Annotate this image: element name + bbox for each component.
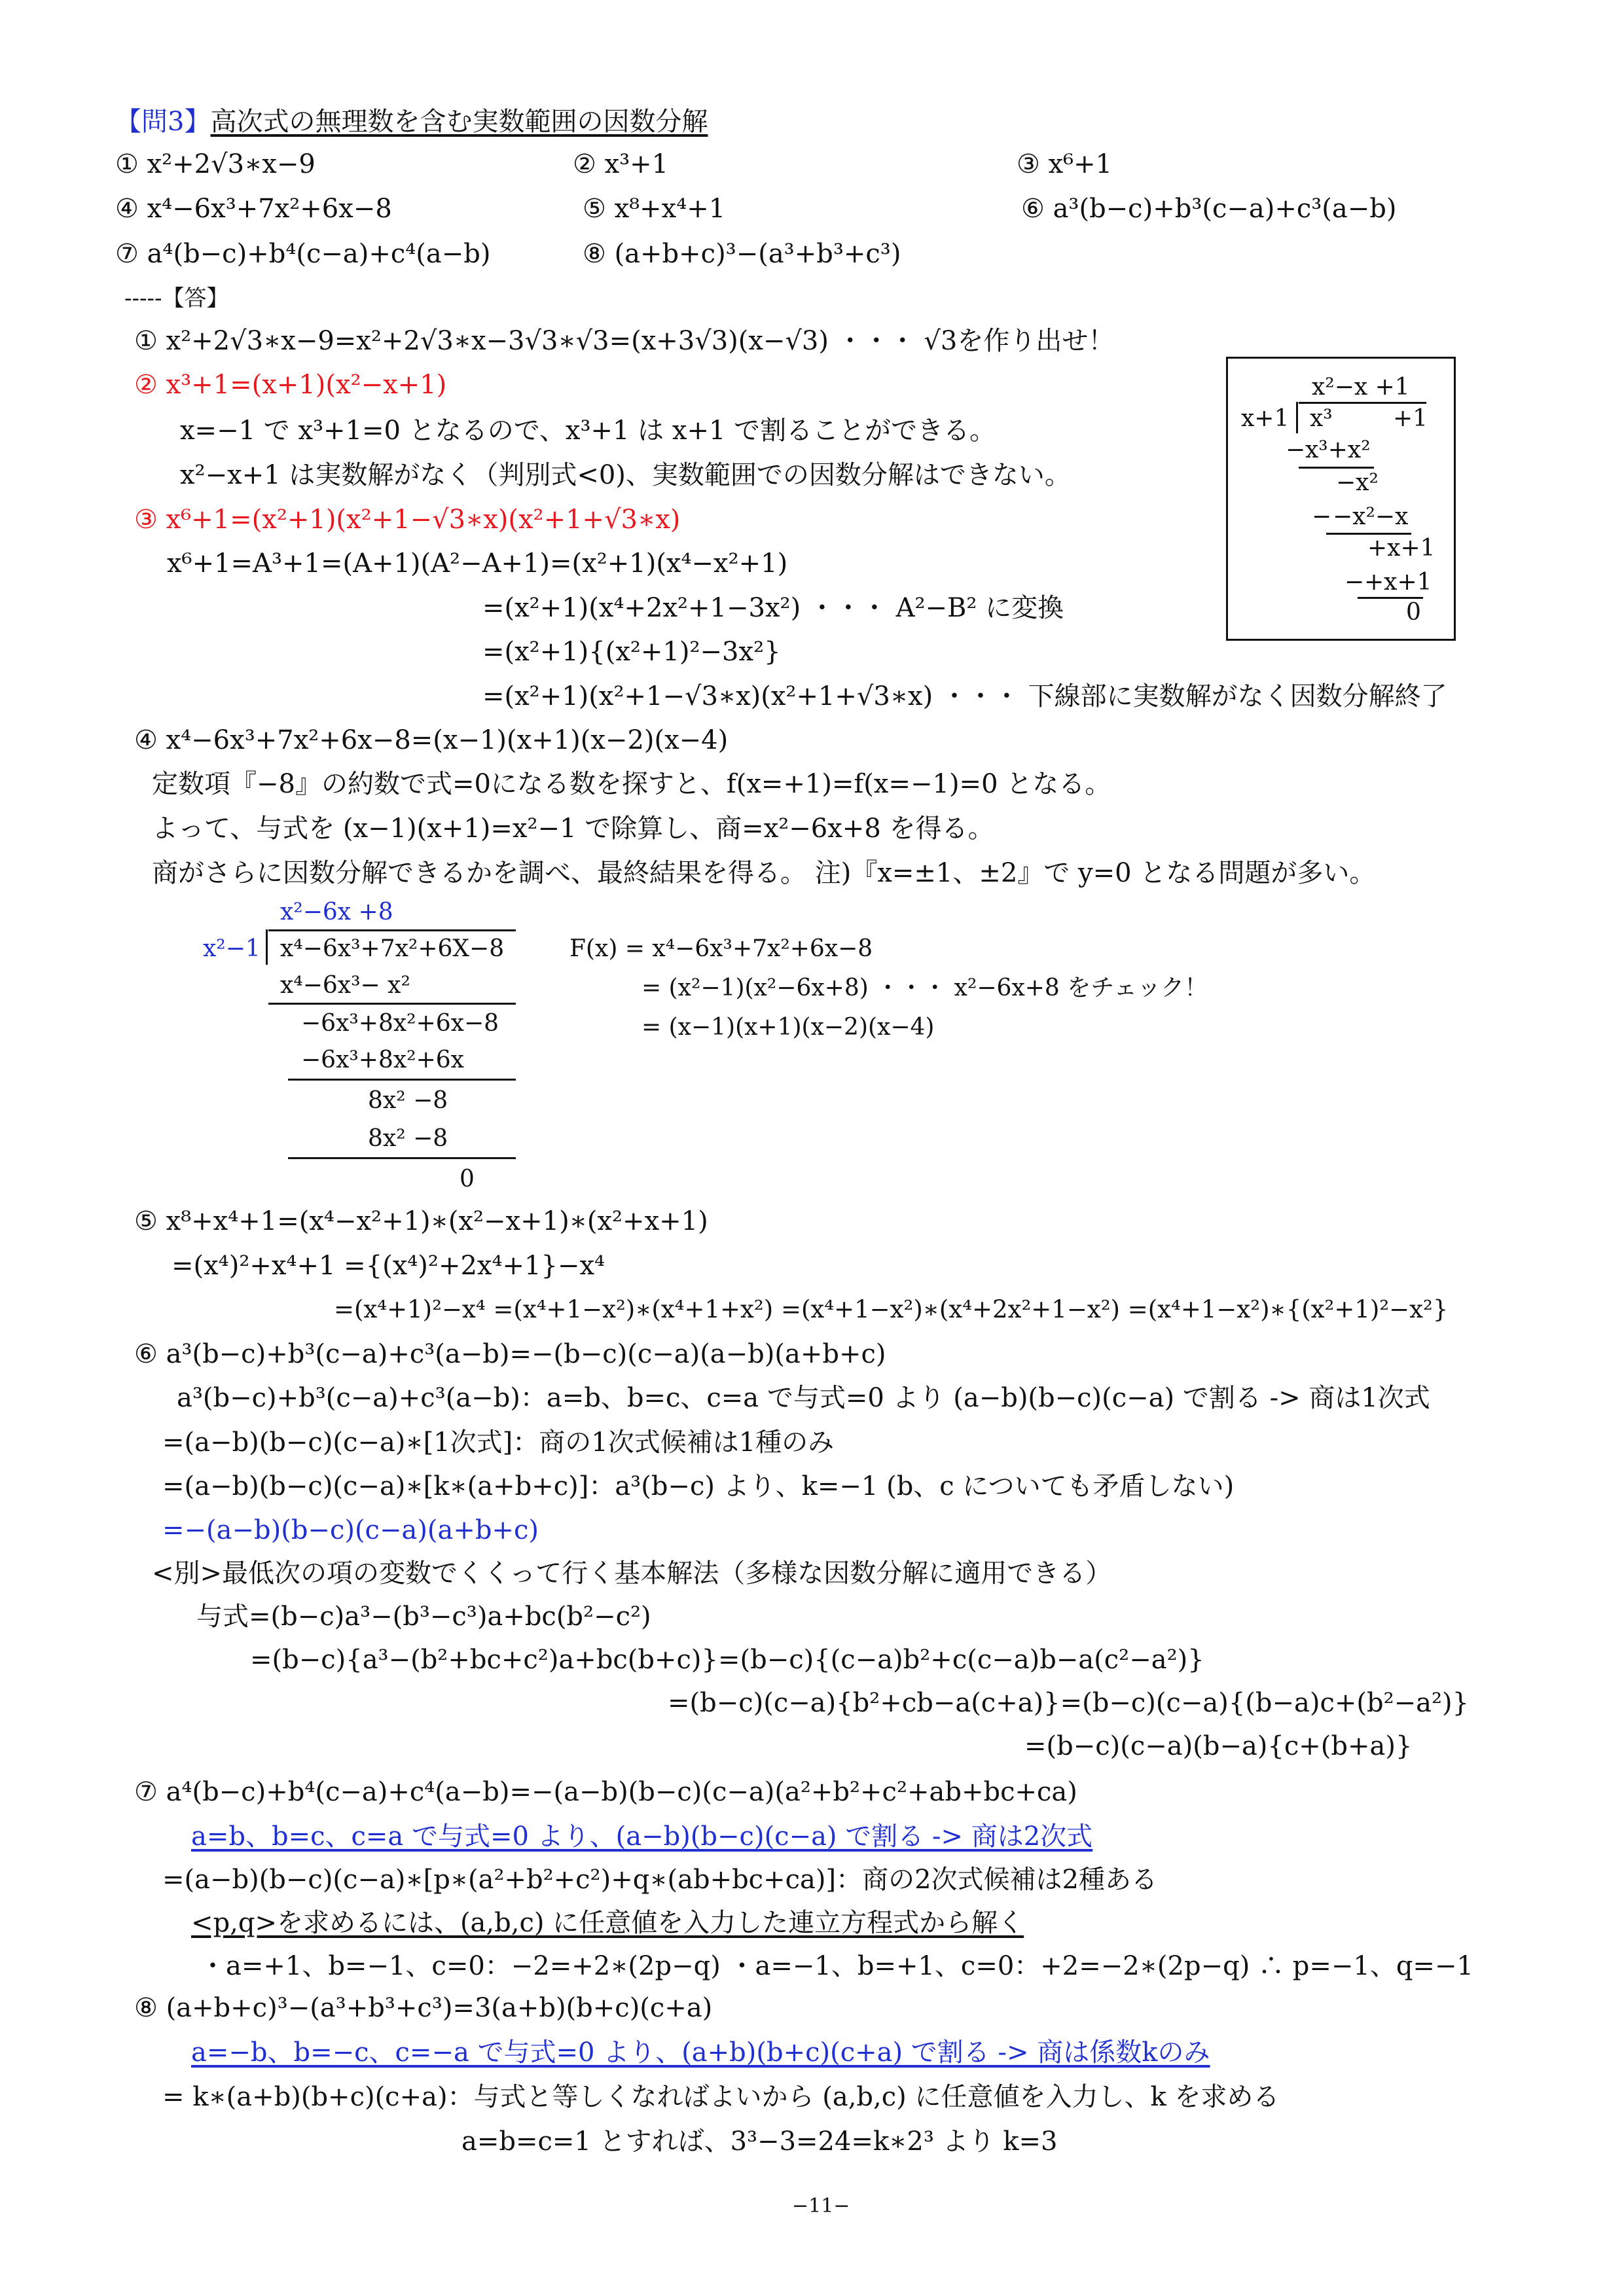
answer-7-line1: a=b、b=c、c=a で与式=0 より、(a−b)(b−c)(c−a) で割る -> 商は2次式 xyxy=(191,1821,1093,1852)
answer-2-result: ② x³+1=(x+1)(x²−x+1) xyxy=(134,370,447,400)
answer-4-line2: よって、与式を (x−1)(x+1)=x²−1 で除算し、商=x²−6x+8 を得る。 xyxy=(152,814,994,844)
answer-8-line1: a=−b、b=−c、c=−a で与式=0 より、(a+b)(b+c)(c+a) で割る -> 商は係数kのみ xyxy=(191,2037,1210,2068)
div2-line-3 xyxy=(288,1157,516,1159)
answer-7-line3: <p,q>を求めるには、(a,b,c) に任意値を入力した連立方程式から解く xyxy=(191,1908,1024,1938)
div2-line-2 xyxy=(288,1079,516,1081)
div1-dividend-const: +1 xyxy=(1393,405,1428,432)
div2-bar xyxy=(268,929,516,931)
answer-7-result: ⑦ a⁴(b−c)+b⁴(c−a)+c⁴(a−b)=−(a−b)(b−c)(c−a)(a²+b²+c²+ab+bc+ca) xyxy=(134,1777,1077,1807)
answer-6-result: ⑥ a³(b−c)+b³(c−a)+c³(a−b)=−(b−c)(c−a)(a−b)(a+b+c) xyxy=(134,1339,886,1369)
answer-1: ① x²+2√3∗x−9=x²+2√3∗x−3√3∗√3=(x+3√3)(x−√3) ・・・ √3を作り出せ！ xyxy=(134,326,1115,356)
answer-7-line4: ・a=+1、b=−1、c=0：−2=+2∗(2p−q) ・a=−1、b=+1、c=0：+2=−2∗(2p−q) ∴ p=−1、q=−1 xyxy=(200,1951,1473,1981)
problem-5: ⑤ x⁸+x⁴+1 xyxy=(583,194,726,224)
answer-4-result: ④ x⁴−6x³+7x²+6x−8=(x−1)(x+1)(x−2)(x−4) xyxy=(134,725,729,755)
answer-3-line3: =(x²+1){(x²+1)²−3x²} xyxy=(482,637,781,667)
answer-6-alt-4: =(b−c)(c−a)(b−a){c+(b+a)} xyxy=(1024,1731,1413,1761)
answer-8-line3: a=b=c=1 とすれば、3³−3=24=k∗2³ より k=3 xyxy=(461,2126,1058,2157)
div1-quotient: x²−x +1 xyxy=(1312,374,1410,401)
div1-rem-1: −x² xyxy=(1336,469,1379,496)
div1-minus-2: − xyxy=(1312,503,1332,530)
div1-divisor: x+1 xyxy=(1241,405,1290,432)
div1-bracket xyxy=(1296,402,1298,433)
answer-4-line1: 定数項『−8』の約数で式=0になる数を探すと、f(x=+1)=f(x=−1)=0 となる。 xyxy=(152,769,1111,799)
answer-3-line2: =(x²+1)(x⁴+2x²+1−3x²) ・・・ A²−B² に変換 xyxy=(482,593,1064,623)
div2-rem-2: 8x² −8 xyxy=(368,1087,448,1114)
div1-sub-2: −x²−x xyxy=(1333,503,1409,530)
long-division-box-1 xyxy=(1226,357,1456,641)
problem-1: ① x²+2√3∗x−9 xyxy=(115,149,316,179)
answer-6-line1: a³(b−c)+b³(c−a)+c³(a−b)：a=b、b=c、c=a で与式=0 より (a−b)(b−c)(c−a) で割る -> 商は1次式 xyxy=(177,1383,1430,1413)
answer-6-line2: =(a−b)(b−c)(c−a)∗[1次式]：商の1次式候補は1種のみ xyxy=(162,1427,835,1458)
problem-7: ⑦ a⁴(b−c)+b⁴(c−a)+c⁴(a−b) xyxy=(115,239,491,269)
problem-2: ② x³+1 xyxy=(573,149,669,179)
div1-bar xyxy=(1299,402,1426,404)
answer-4-F2: = (x²−1)(x²−6x+8) ・・・ x²−6x+8 をチェック！ xyxy=(641,975,1208,1001)
answer-8-result: ⑧ (a+b+c)³−(a³+b³+c³)=3(a+b)(b+c)(c+a) xyxy=(134,1993,713,2023)
div2-line-1 xyxy=(268,1003,516,1005)
answer-7-line2: =(a−b)(b−c)(c−a)∗[p∗(a²+b²+c²)+q∗(ab+bc+ca)]：商の2次式候補は2種ある xyxy=(162,1865,1157,1895)
div2-dividend: x⁴−6x³+7x²+6X−8 xyxy=(280,935,505,962)
answer-4-F3: = (x−1)(x+1)(x−2)(x−4) xyxy=(641,1014,935,1041)
div2-zero: 0 xyxy=(460,1166,475,1193)
answer-6-line4: =−(a−b)(b−c)(c−a)(a+b+c) xyxy=(162,1515,539,1545)
answer-6-alt-3: =(b−c)(c−a){b²+cb−a(c+a)}=(b−c)(c−a){(b−a)c+(b²−a²)} xyxy=(668,1688,1470,1718)
div1-minus-3: − xyxy=(1344,569,1365,596)
answer-6-line3: =(a−b)(b−c)(c−a)∗[k∗(a+b+c)]：a³(b−c) より、k=−1 (b、c についても矛盾しない) xyxy=(162,1471,1235,1501)
title-text: 高次式の無理数を含む実数範囲の因数分解 xyxy=(210,107,708,137)
answer-6-alt-2: =(b−c){a³−(b²+bc+c²)a+bc(b+c)}=(b−c){(c−a)b²+c(c−a)b−a(c²−a²)} xyxy=(250,1645,1204,1675)
answer-3-result: ③ x⁶+1=(x²+1)(x²+1−√3∗x)(x²+1+√3∗x) xyxy=(134,505,681,535)
answer-6-alt-1: 与式=(b−c)a³−(b³−c³)a+bc(b²−c²) xyxy=(196,1602,651,1632)
answer-5-result: ⑤ x⁸+x⁴+1=(x⁴−x²+1)∗(x²−x+1)∗(x²+x+1) xyxy=(134,1206,708,1236)
div1-sub-1: x³+x² xyxy=(1305,437,1371,463)
problem-title xyxy=(115,105,708,139)
div2-sub-2: −6x³+8x²+6x xyxy=(301,1047,464,1073)
answer-2-line2: x²−x+1 は実数解がなく（判別式<0)、実数範囲での因数分解はできない。 xyxy=(180,460,1071,490)
div1-zero: 0 xyxy=(1406,599,1421,626)
div1-rem-2: +x+1 xyxy=(1367,535,1435,562)
answer-5-line2: =(x⁴+1)²−x⁴ =(x⁴+1−x²)∗(x⁴+1+x²) =(x⁴+1−x²)∗(x⁴+2x²+1−x²) =(x⁴+1−x²)∗{(x²+1)²−x²} xyxy=(334,1295,1449,1323)
answer-2-line1: x=−1 で x³+1=0 となるので、x³+1 は x+1 で割ることができる。 xyxy=(180,416,996,446)
answer-8-line2: = k∗(a+b)(b+c)(c+a)：与式と等しくなればよいから (a,b,c) に任意値を入力し、k を求める xyxy=(162,2082,1280,2112)
answer-6-alt-heading: <別>最低次の項の変数でくくって行く基本解法（多様な因数分解に適用できる） xyxy=(152,1558,1112,1588)
div1-minus-1: − xyxy=(1286,437,1306,463)
problem-6: ⑥ a³(b−c)+b³(c−a)+c³(a−b) xyxy=(1021,194,1397,224)
problem-8: ⑧ (a+b+c)³−(a³+b³+c³) xyxy=(583,239,901,269)
problem-4: ④ x⁴−6x³+7x²+6x−8 xyxy=(115,194,392,224)
answer-3-line1: x⁶+1=A³+1=(A+1)(A²−A+1)=(x²+1)(x⁴−x²+1) xyxy=(167,548,788,579)
answer-4-line3: 商がさらに因数分解できるかを調べ、最終結果を得る。 注)『x=±1、±2』で y=0 となる問題が多い。 xyxy=(152,858,1376,888)
div2-sub-3: 8x² −8 xyxy=(368,1125,448,1152)
div2-quotient: x²−6x +8 xyxy=(280,899,393,925)
problem-3: ③ x⁶+1 xyxy=(1017,149,1113,179)
page-number: −11− xyxy=(792,2195,850,2217)
div2-rem-1: −6x³+8x²+6x−8 xyxy=(301,1010,499,1037)
answer-header: -----【答】 xyxy=(124,285,229,312)
div1-sub-3: +x+1 xyxy=(1364,569,1432,596)
div2-bracket xyxy=(266,929,268,965)
title-tag: 【問3】 xyxy=(115,107,211,137)
answer-4-F1: F(x) = x⁴−6x³+7x²+6x−8 xyxy=(569,935,873,962)
div2-sub-1: x⁴−6x³− x² xyxy=(280,972,410,999)
div2-divisor: x²−1 xyxy=(203,935,261,962)
answer-3-line4: =(x²+1)(x²+1−√3∗x)(x²+1+√3∗x) ・・・ 下線部に実数解がなく因数分解終了 xyxy=(482,681,1447,711)
div1-dividend: x³ xyxy=(1310,405,1333,432)
answer-5-line1: =(x⁴)²+x⁴+1 ={(x⁴)²+2x⁴+1}−x⁴ xyxy=(171,1251,605,1281)
